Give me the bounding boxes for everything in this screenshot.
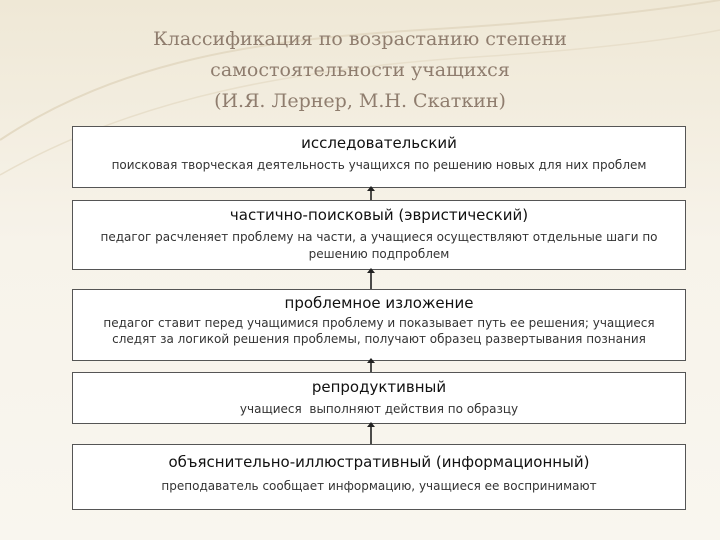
level-box-problem-exposition [72, 289, 686, 361]
level-description: педагог расчленяет проблему на части, а учащиеся осуществляют отдельные шаги по решению подпроблем [100, 230, 658, 261]
level-heading: частично-поисковый (эвристический) [229, 206, 529, 224]
level-heading: объяснительно-иллюстративный (информационный) [168, 453, 590, 471]
level-box-explanatory-illustrative [72, 444, 686, 510]
arrow-up-icon [367, 422, 375, 444]
level-description: преподаватель сообщает информацию, учащиеся ее воспринимают [161, 479, 597, 493]
arrow-up-icon [367, 268, 375, 290]
title-line-3: (И.Я. Лернер, М.Н. Скаткин) [214, 90, 506, 112]
level-description: учащиеся выполняют действия по образцу [239, 402, 519, 416]
level-description: поисковая творческая деятельность учащихся по решению новых для них проблем [111, 158, 647, 172]
level-heading: проблемное изложение [284, 294, 474, 312]
title-line-2: самостоятельности учащихся [210, 59, 510, 81]
level-heading: исследовательский [301, 134, 457, 152]
level-box-research [72, 126, 686, 188]
level-box-partial-search [72, 200, 686, 270]
level-heading: репродуктивный [311, 378, 447, 396]
slide-title [100, 24, 620, 117]
title-line-1: Классификация по возрастанию степени [153, 28, 567, 50]
level-description: педагог ставит перед учащимися проблему и показывает путь ее решения; учащиеся следят за логикой решения проблемы, получают образец развертывания познания [103, 316, 655, 346]
level-box-reproductive [72, 372, 686, 424]
